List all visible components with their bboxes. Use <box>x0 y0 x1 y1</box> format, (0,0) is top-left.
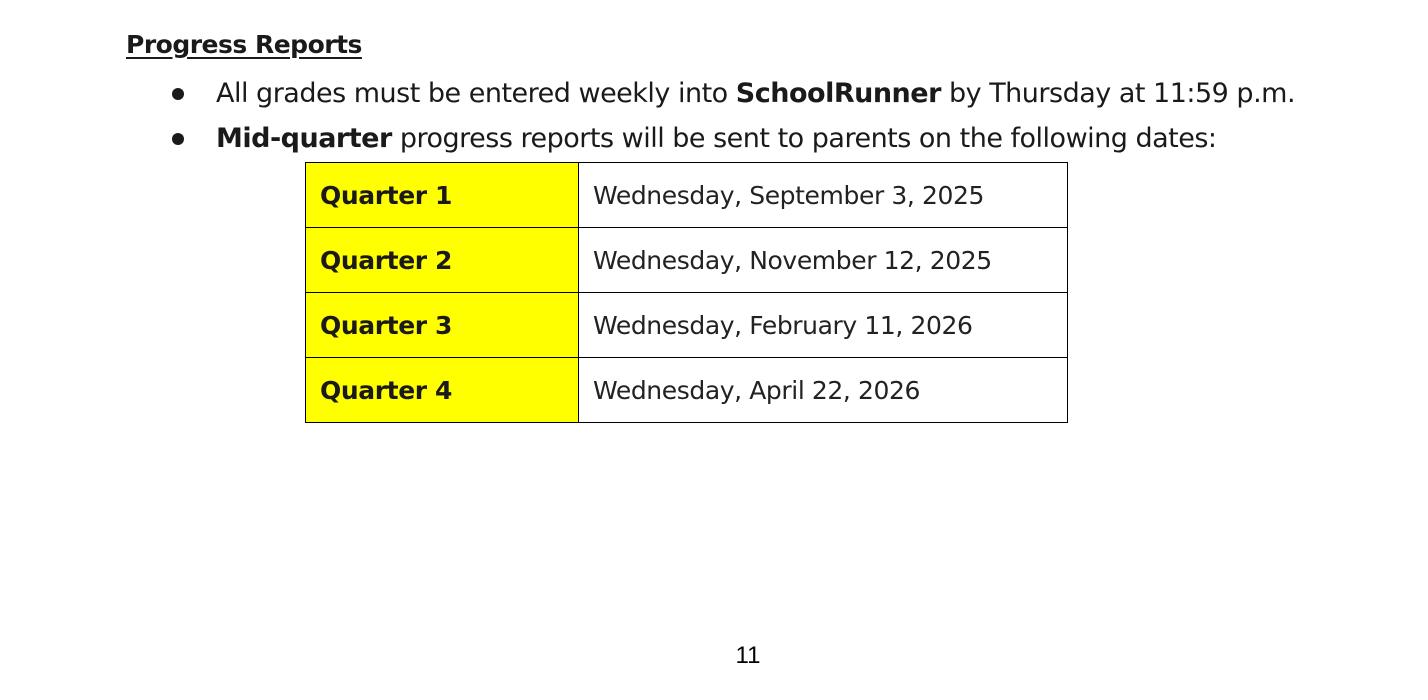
quarter-cell: Quarter 4 <box>306 358 579 423</box>
bullet-dot-icon <box>172 133 184 145</box>
bullet-item-grades-deadline <box>168 74 1295 119</box>
table-row <box>306 163 1068 228</box>
quarter-cell: Quarter 1 <box>306 163 579 228</box>
bullet-text-bold: SchoolRunner <box>735 78 941 109</box>
date-cell: Wednesday, April 22, 2026 <box>579 358 1068 423</box>
date-cell: Wednesday, February 11, 2026 <box>579 293 1068 358</box>
table-row <box>306 358 1068 423</box>
bullet-text-after: by Thursday at 11:59 p.m. <box>940 78 1296 109</box>
progress-report-dates-table <box>305 162 1068 423</box>
bullet-text-bold: Mid-quarter <box>216 123 392 154</box>
bullet-item-mid-quarter <box>168 119 1295 164</box>
table-row <box>306 293 1068 358</box>
quarter-cell: Quarter 3 <box>306 293 579 358</box>
bullet-list <box>168 74 1295 164</box>
page-number: 11 <box>735 642 761 669</box>
bullet-text-after: progress reports will be sent to parents on the following dates: <box>391 123 1217 154</box>
bullet-text-before: All grades must be entered weekly into <box>216 78 736 109</box>
date-cell: Wednesday, November 12, 2025 <box>579 228 1068 293</box>
date-cell: Wednesday, September 3, 2025 <box>579 163 1068 228</box>
table-row <box>306 228 1068 293</box>
bullet-dot-icon <box>172 88 184 100</box>
section-heading: Progress Reports <box>126 30 362 59</box>
quarter-cell: Quarter 2 <box>306 228 579 293</box>
